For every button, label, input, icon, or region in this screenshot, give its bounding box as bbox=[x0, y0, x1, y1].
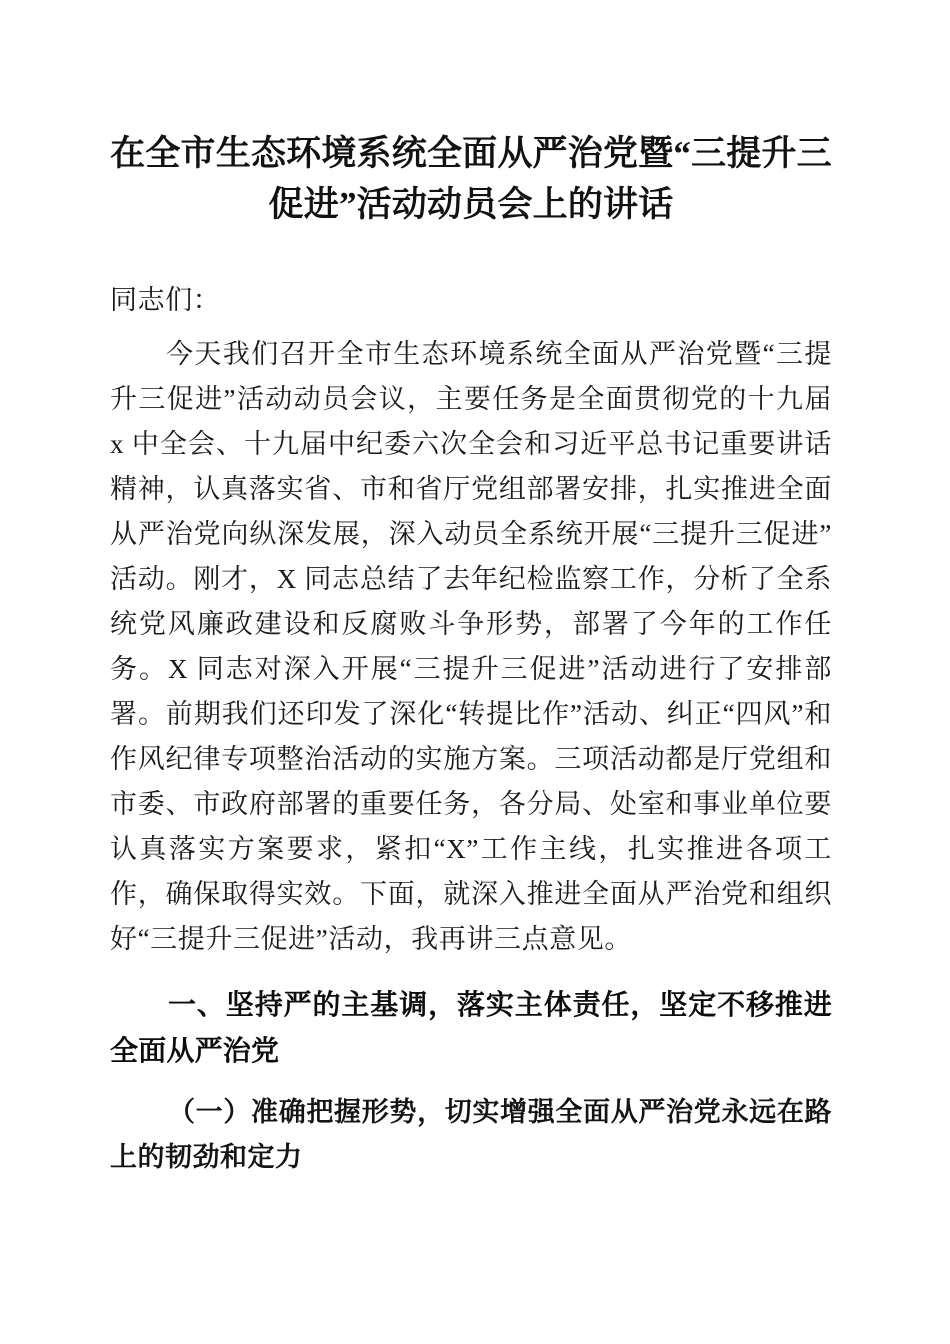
document-content-column bbox=[110, 0, 832, 1180]
salutation: 同志们： bbox=[110, 285, 221, 315]
intro-paragraph: 今天我们召开全市生态环境系统全面从严治党暨“三提升三促进”活动动员会议，主要任务是全面贯彻党的十九届 x 中全会、十九届中纪委六次全会和习近平总书记重要讲话精神，认真落实省、市和省厅党组部署安排，扎实推进全面从严治党向纵深发展，深入动员全系统开展“三提升三促进”活动。刚才，X 同志总结了去年纪检监察工作，分析了全系统党风廉政建设和反腐败斗争形势，部署了今年的工作任务。X 同志对深入开展“三提升三促进”活动进行了安排部署。前期我们还印发了深化“转提比作”活动、纠正“四风”和作风纪律专项整治活动的实施方案。三项活动都是厅党组和市委、市政府部署的重要任务，各分局、处室和事业单位要认真落实方案要求，紧扣“X”工作主线，扎实推进各项工作，确保取得实效。下面，就深入推进全面从严治党和组织好“三提升三促进”活动，我再讲三点意见。 bbox=[110, 339, 832, 954]
heading-level-2: （一）准确把握形势，切实增强全面从严治党永远在路上的韧劲和定力 bbox=[110, 1097, 832, 1172]
document-title: 在全市生态环境系统全面从严治党暨“三提升三促进”活动动员会上的讲话 bbox=[110, 134, 832, 224]
heading-level-1: 一、坚持严的主基调，落实主体责任，坚定不移推进全面从严治党 bbox=[110, 989, 832, 1066]
